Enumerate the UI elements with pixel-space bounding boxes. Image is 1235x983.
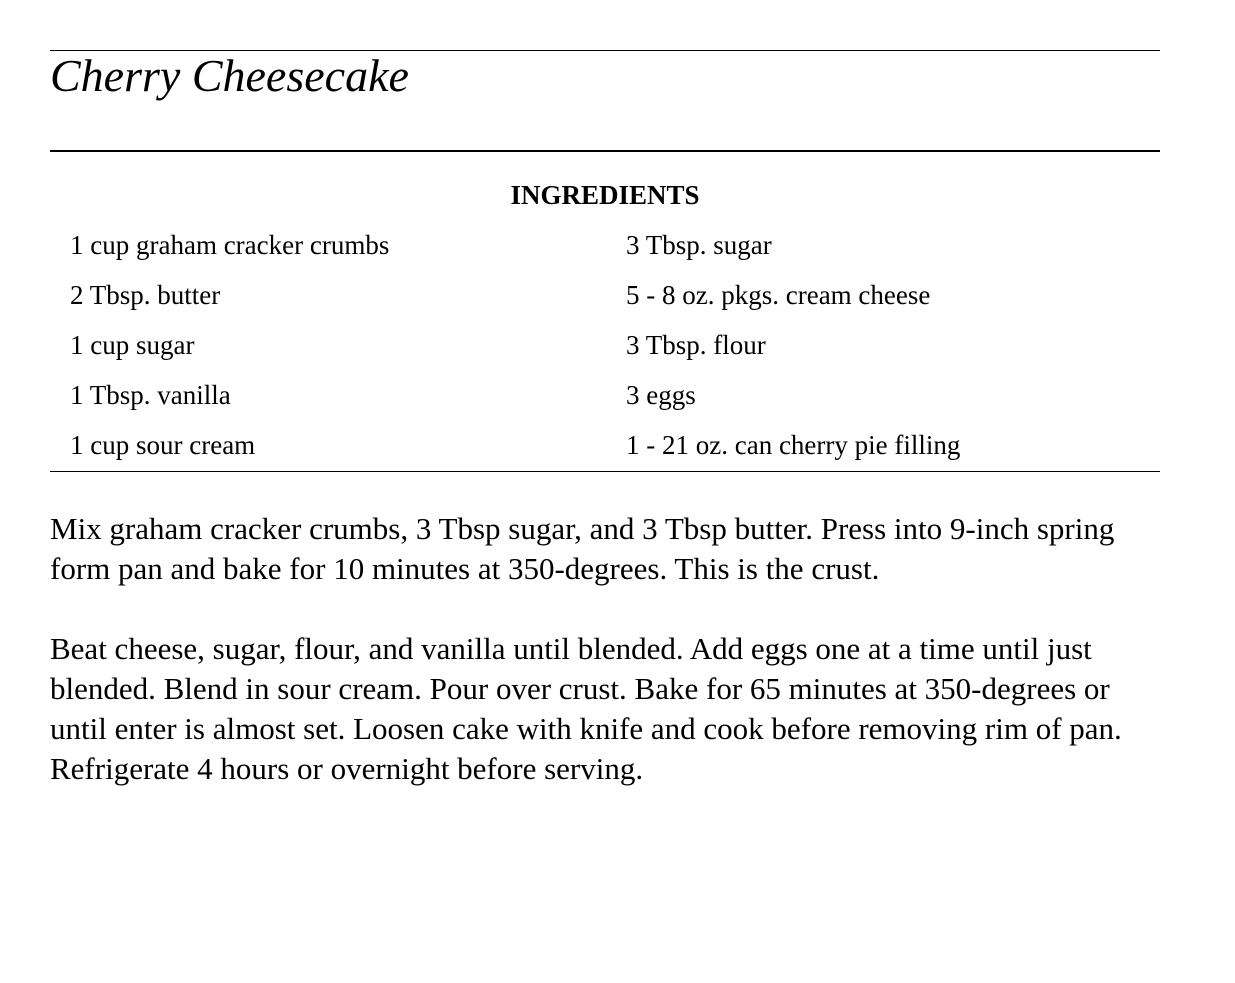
- ingredient-row: [70, 328, 1160, 378]
- ingredient-item: 1 cup sour cream: [70, 430, 256, 460]
- ingredient-row: [70, 378, 1160, 428]
- ingredient-item: 2 Tbsp. butter: [70, 280, 221, 310]
- ingredient-item: 5 - 8 oz. pkgs. cream cheese: [626, 280, 931, 310]
- title-divider: [50, 150, 1160, 152]
- ingredients-heading: INGREDIENTS: [510, 180, 700, 210]
- ingredient-item: 3 Tbsp. flour: [626, 330, 766, 360]
- instruction-paragraph: Beat cheese, sugar, flour, and vanilla until blended. Add eggs one at a time until just blended. Blend in sour cream. Pour over crust. Bake for 65 minutes at 350-degrees or until enter is almost set. Loosen cake with knife and cook before removing rim of pan. Refrigerate 4 hours or overnight before serving.: [50, 631, 1122, 786]
- ingredient-item: 1 - 21 oz. can cherry pie filling: [626, 430, 961, 460]
- ingredient-item: 1 Tbsp. vanilla: [70, 380, 231, 410]
- ingredients-list: [70, 228, 1160, 478]
- ingredient-item: 3 eggs: [626, 380, 696, 410]
- ingredient-row: [70, 228, 1160, 278]
- ingredients-divider: [50, 471, 1160, 472]
- ingredient-item: 3 Tbsp. sugar: [626, 230, 772, 260]
- ingredient-row: [70, 278, 1160, 328]
- instruction-paragraph: Mix graham cracker crumbs, 3 Tbsp sugar, and 3 Tbsp butter. Press into 9-inch spring form pan and bake for 10 minutes at 350-degrees. This is the crust.: [50, 511, 1115, 586]
- ingredient-item: 1 cup graham cracker crumbs: [70, 230, 390, 260]
- instructions: [50, 509, 1160, 829]
- ingredient-item: 1 cup sugar: [70, 330, 195, 360]
- recipe-title: Cherry Cheesecake: [50, 50, 409, 101]
